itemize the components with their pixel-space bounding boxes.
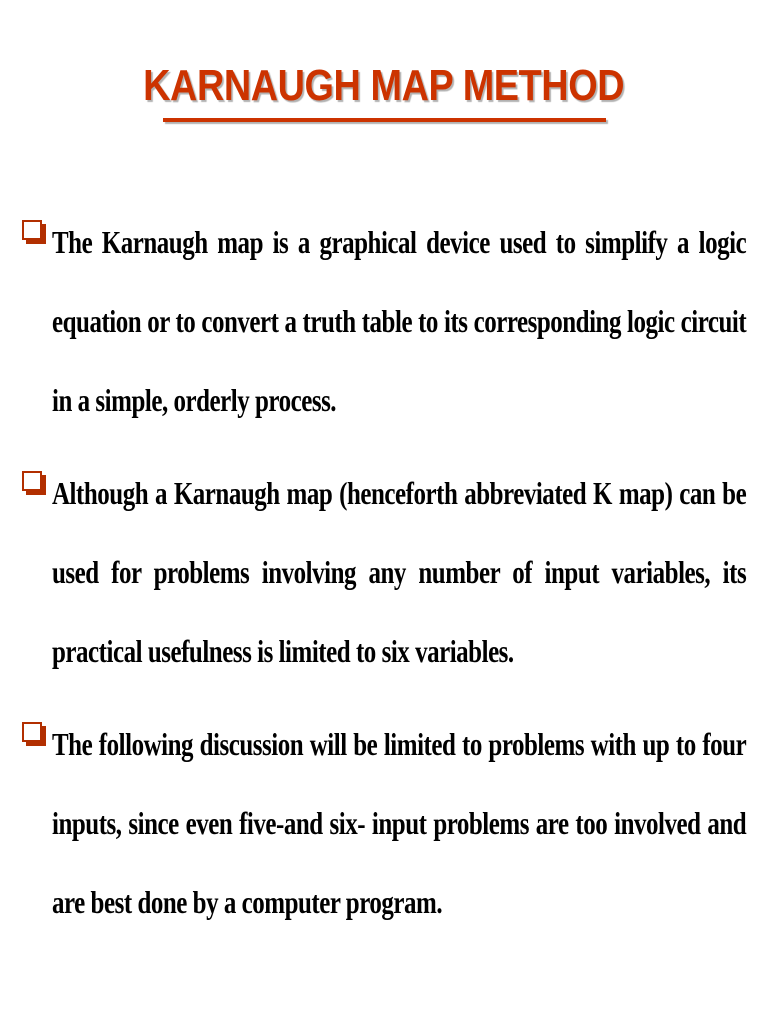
checkbox-bullet-icon [22, 722, 42, 742]
bullet-text-container [52, 705, 746, 942]
bullet-item [22, 705, 747, 942]
bullet-text: Although a Karnaugh map (henceforth abbreviated K map) can be used for problems involving any number of input variables, its practical usefulness is limited to six variables. [52, 475, 747, 669]
checkbox-bullet-icon [22, 220, 42, 240]
bullet-text-container [52, 203, 746, 440]
slide-title: KARNAUGH MAP METHOD [143, 61, 625, 110]
bullet-text: The following discussion will be limited to problems with up to four inputs, since even five-and six- input problems are too involved and are best done by a computer program. [52, 726, 747, 920]
title-underline [163, 118, 606, 122]
checkbox-bullet-icon [22, 471, 42, 491]
bullet-list [22, 203, 747, 956]
bullet-item [22, 203, 747, 440]
bullet-text: The Karnaugh map is a graphical device used to simplify a logic equation or to convert a truth table to its corresponding logic circuit in a simple, orderly process. [52, 224, 747, 418]
bullet-item [22, 454, 747, 691]
bullet-text-container [52, 454, 746, 691]
title-container [0, 58, 768, 114]
